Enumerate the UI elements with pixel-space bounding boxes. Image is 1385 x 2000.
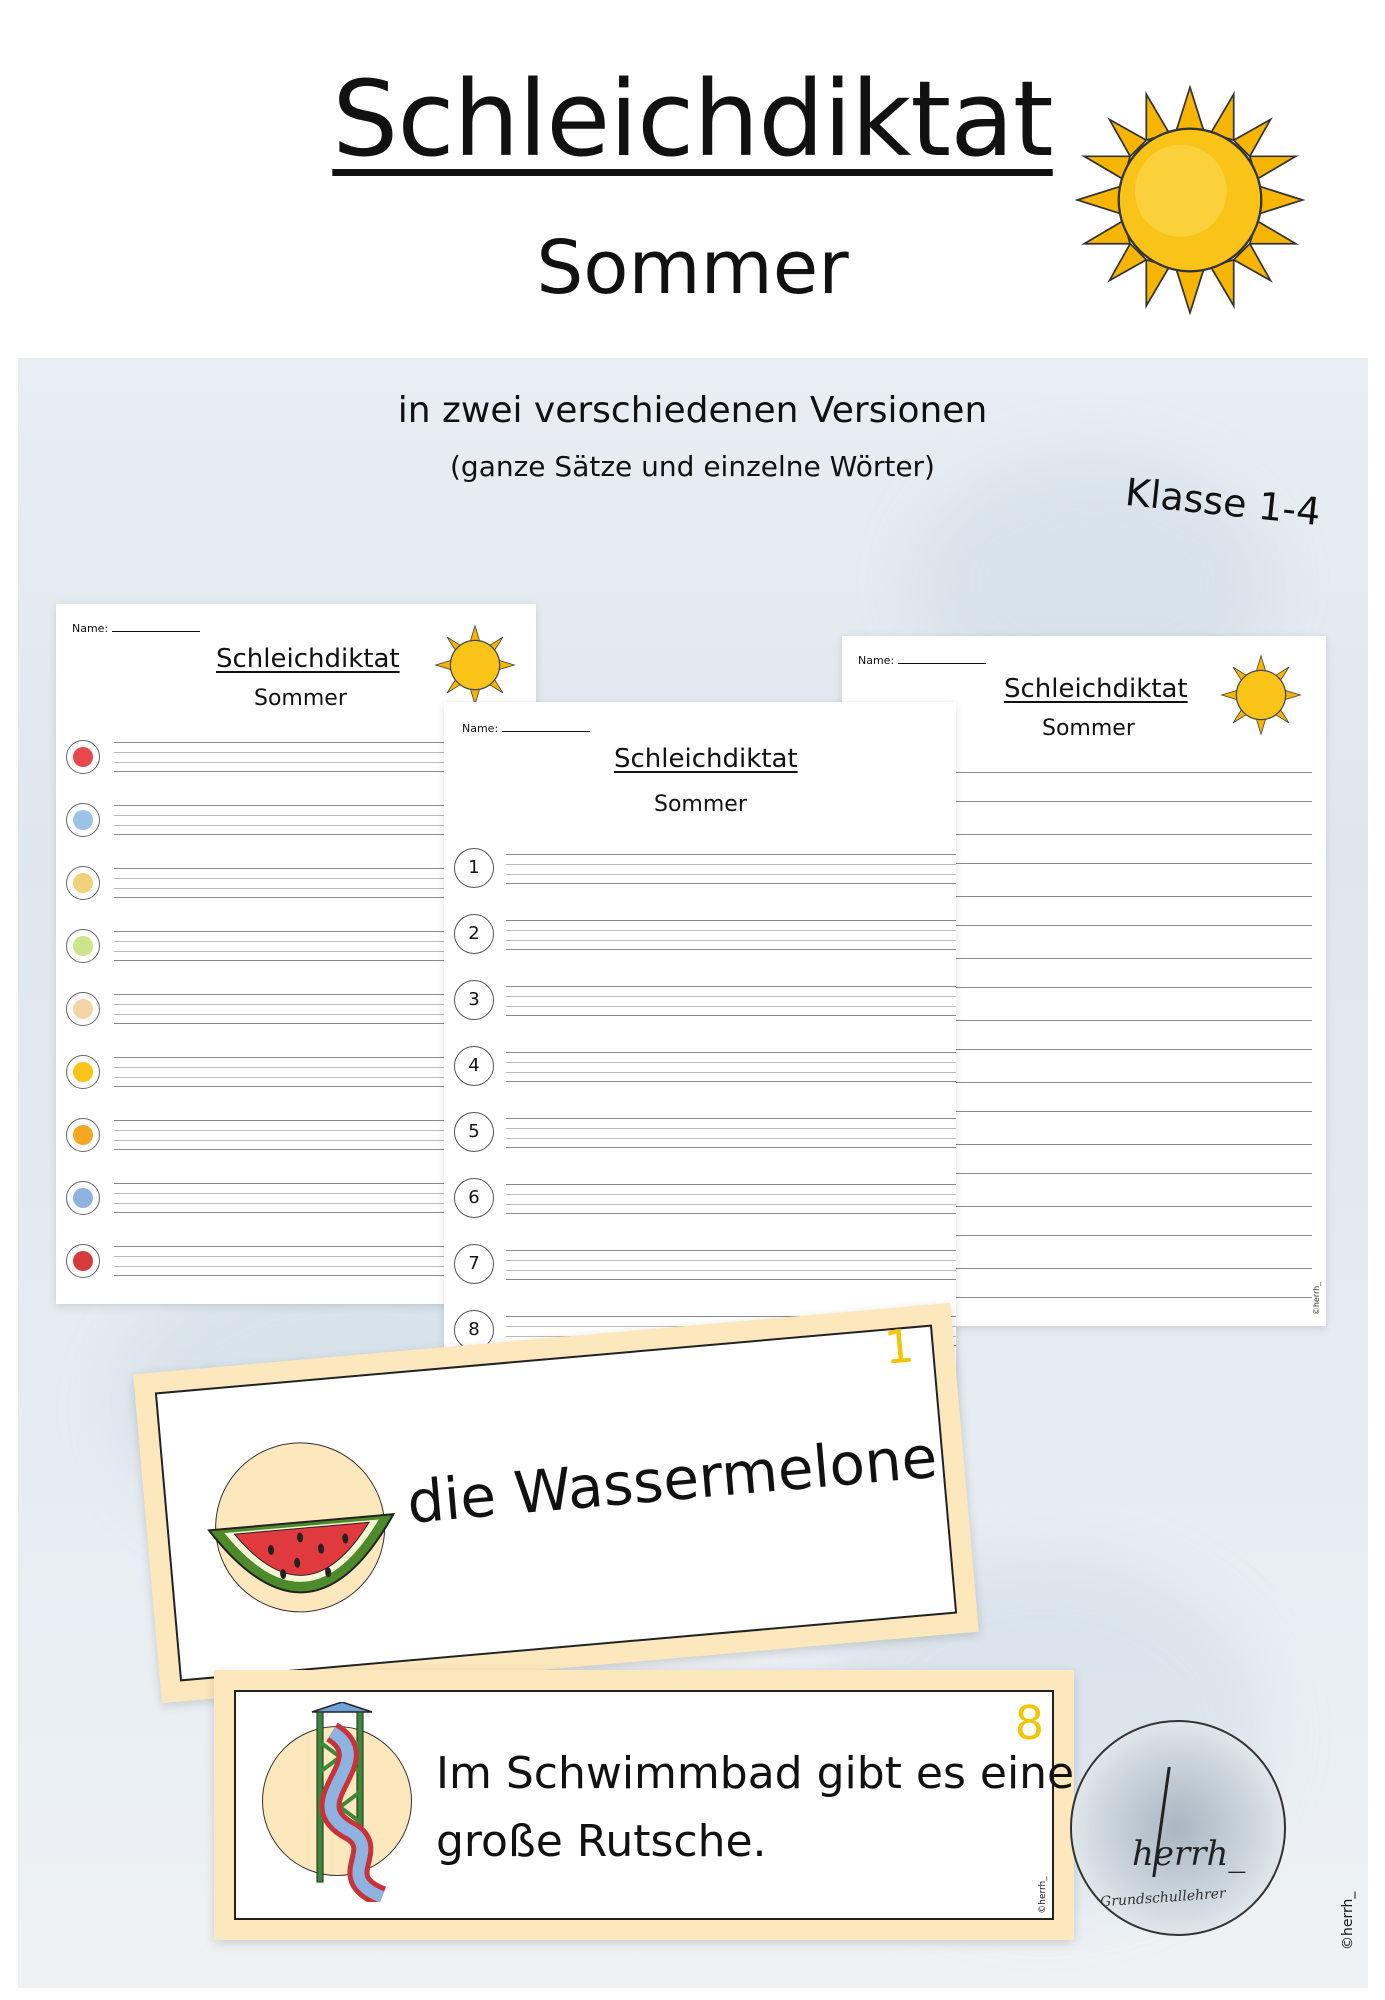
sun-icon [1075,85,1305,315]
worksheet-row [444,1046,956,1088]
worksheet-row [444,848,956,890]
sheet-subtitle: Sommer [1042,716,1135,741]
sheet-subtitle: Sommer [254,686,347,711]
row-number: 1 [454,848,494,888]
page-title: Schleichdiktat [332,58,1053,180]
row-number: 8 [454,1310,494,1350]
row-number: 4 [454,1046,494,1086]
row-number: 5 [454,1112,494,1152]
row-number: 6 [454,1178,494,1218]
sheet-title: Schleichdiktat [216,644,400,674]
sheet-title: Schleichdiktat [614,744,798,774]
worksheet-row [444,914,956,956]
card-number: 1 [882,1318,916,1375]
row-number: 3 [454,980,494,1020]
logo-ring-text: Grundschullehrer [1099,1885,1227,1911]
sun-icon [66,1055,100,1089]
sun-icon [434,624,516,706]
worksheet-row [444,1178,956,1220]
watermelon-icon [66,740,100,774]
water-slide-icon [272,1702,402,1902]
page-copyright: ©herrh_ [1340,1891,1356,1950]
watermelon-icon [196,1484,407,1631]
card-sentence-line2: große Rutsche. [436,1816,767,1867]
name-label: Name: [72,622,200,635]
pool-icon [66,803,100,837]
grade-label: Klasse 1-4 [1123,469,1323,535]
lemonade-icon [66,929,100,963]
sheet-subtitle: Sommer [654,792,747,817]
sheet-copyright: ©herrh_ [1312,1281,1322,1316]
logo-brand: herrh_ [1132,1834,1246,1874]
page-subtitle: Sommer [536,225,849,311]
brand-logo [1070,1720,1286,1936]
row-number: 2 [454,914,494,954]
card-word: die Wassermelone [404,1422,940,1537]
worksheet-row [444,980,956,1022]
water-slide-icon [66,1181,100,1215]
card-sentence-line1: Im Schwimmbad gibt es eine [436,1748,1075,1799]
card-number: 8 [1014,1696,1044,1750]
card-copyright: ©herrh_ [1038,1876,1049,1914]
sandcastle-icon [66,866,100,900]
row-number: 7 [454,1244,494,1284]
versions-detail: (ganze Sätze und einzelne Wörter) [450,450,935,483]
versions-text: in zwei verschiedenen Versionen [397,390,988,431]
swimsuit-icon [66,1118,100,1152]
worksheet-row [444,1244,956,1286]
sentence-card-8 [214,1670,1074,1940]
card-inner [234,1690,1075,1920]
name-label: Name: [858,654,986,667]
name-label: Name: [462,722,590,735]
sun-icon [1220,654,1302,736]
ice-cream-icon [66,992,100,1026]
sheet-title: Schleichdiktat [1004,674,1188,704]
worksheet-row [444,1112,956,1154]
sunglasses-icon [66,1244,100,1278]
card-inner [155,1325,957,1682]
